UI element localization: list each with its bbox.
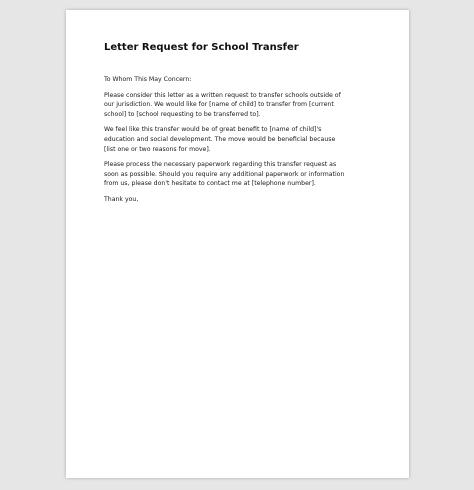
document-page [66,10,409,478]
paragraph-line: our jurisdiction. We would like for [name of child] to transfer from [current [104,101,334,109]
paragraph-request [104,91,394,120]
paragraph-line: [list one or two reasons for move]. [104,145,211,153]
paragraph-benefit [104,125,394,154]
letter-body [104,75,394,211]
paragraph-line: We feel like this transfer would be of great benefit to [name of child]'s [104,126,322,134]
paragraph-line: school] to [school requesting to be transferred to]. [104,110,261,118]
paragraph-line: Please process the necessary paperwork regarding this transfer request as [104,161,337,169]
paragraph-line: from us, please don't hesitate to contact me at [telephone number]. [104,180,316,188]
paragraph-process [104,160,394,189]
paragraph-line: soon as possible. Should you require any additional paperwork or information [104,170,345,178]
paragraph-line: Please consider this letter as a written request to transfer schools outside of [104,91,341,99]
document-title: Letter Request for School Transfer [104,42,299,53]
salutation: To Whom This May Concern: [104,76,192,83]
closing: Thank you, [104,195,139,203]
paragraph-line: education and social development. The move would be beneficial because [104,135,336,143]
